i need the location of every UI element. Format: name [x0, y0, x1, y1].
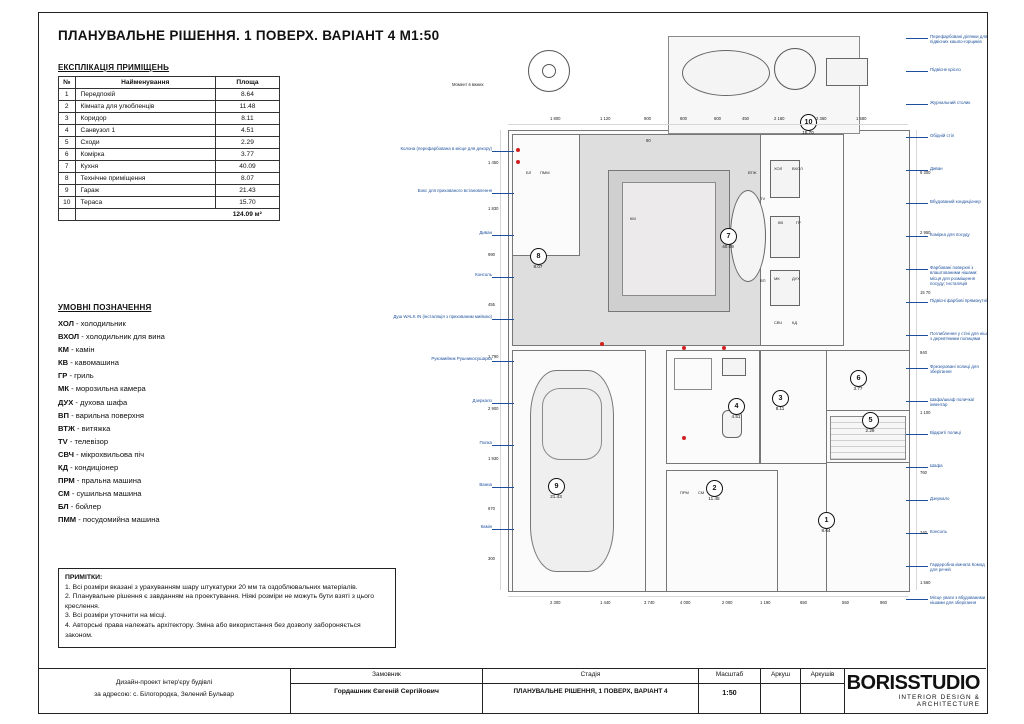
- page-title: ПЛАНУВАЛЬНЕ РІШЕННЯ. 1 ПОВЕРХ. ВАРІАНТ 4 М1:50: [58, 28, 440, 43]
- legend-item-text: - посудомийна машина: [76, 515, 160, 525]
- service-point: [682, 346, 686, 350]
- legend-item-text: - варильна поверхня: [68, 410, 145, 420]
- explication-heading: ЕКСПЛІКАЦІЯ ПРИМІЩЕНЬ: [58, 63, 170, 72]
- room-entrance-hall: [826, 462, 910, 592]
- cell-number: 6: [59, 149, 76, 161]
- dimension-text: 1 440: [600, 600, 611, 605]
- room-marker-9[interactable]: 9: [548, 478, 565, 495]
- legend-item-code: ВП: [58, 410, 69, 420]
- callout-leader-line: [906, 500, 928, 501]
- callout-right: Місце уваги з вбудованими нішами для зберігання: [930, 595, 986, 606]
- dimension-text: 4 000: [680, 600, 691, 605]
- callout-leader-line: [906, 236, 928, 237]
- room-marker-area-6: 3.77: [853, 386, 863, 391]
- stamp-project-line1: Дизайн-проект інтер'єру будівлі: [115, 679, 213, 686]
- dimension-text: 455: [488, 302, 495, 307]
- table-row: [59, 125, 280, 137]
- callout-left: Колона (перефарбована в місце для декору): [400, 146, 492, 151]
- dimension-text: 2 300: [550, 600, 561, 605]
- room-marker-area-1: 8.64: [821, 528, 831, 533]
- stamp-scale: [698, 669, 760, 713]
- callout-leader-line: [906, 137, 928, 138]
- dimension-text: 90: [646, 138, 651, 143]
- cell-blank: [59, 209, 76, 221]
- callout-left: Камін: [480, 524, 492, 529]
- cell-area: 15.70: [215, 197, 279, 209]
- cell-area: 3.77: [215, 149, 279, 161]
- dimension-text: 1 120: [600, 116, 611, 121]
- terrace-table: [682, 50, 770, 96]
- dimension-text: 1 930: [488, 456, 499, 461]
- appliance-label: КД: [792, 320, 798, 325]
- legend-item: [58, 343, 165, 356]
- dim-line-bottom: [508, 596, 908, 597]
- callout-right: Підвісні фарбові прямокутні: [930, 298, 987, 303]
- legend-item-text: - гриль: [67, 371, 94, 381]
- cell-total: 124.09 м²: [215, 209, 279, 221]
- callout-leader-line: [492, 193, 514, 194]
- room-marker-4[interactable]: 4: [728, 398, 745, 415]
- dim-line-top: [508, 124, 908, 125]
- legend-item-code: ГР: [58, 371, 68, 381]
- divider: [483, 683, 698, 684]
- callout-left: Душ WALK IN (інсталяція з прихованим мийкою): [393, 314, 492, 319]
- stamp-customer: [290, 669, 482, 713]
- appliance-label: СВЧ: [774, 320, 783, 325]
- dimension-text: 1 790: [488, 354, 499, 359]
- dimension-text: 2 160: [774, 116, 785, 121]
- legend-item-code: СВЧ: [58, 449, 75, 459]
- explication-table: [58, 76, 280, 221]
- legend-item-text: - бойлер: [68, 502, 102, 512]
- table-row: [59, 173, 280, 185]
- legend-item-code: КМ: [58, 345, 69, 355]
- room-marker-5[interactable]: 5: [862, 412, 879, 429]
- callout-right: Підвісне крісло: [930, 67, 961, 72]
- callout-right: Фрезеровані полиці для зберігання: [930, 364, 979, 375]
- cell-name: Тераса: [75, 197, 215, 209]
- stamp-project-line2: за адресою: с. Білогородка, Зелений Бульвар: [94, 691, 234, 698]
- legend-item: [58, 369, 165, 382]
- callout-leader-line: [492, 361, 514, 362]
- room-marker-10[interactable]: 10: [800, 114, 817, 131]
- cell-number: 10: [59, 197, 76, 209]
- stamp-sheets: [800, 669, 844, 713]
- brand-name: BORISSTUDIO: [846, 672, 980, 694]
- appliance-label: ПРМ: [680, 490, 689, 495]
- cell-area: 8.07: [215, 173, 279, 185]
- callout-right: Шафа: [930, 463, 943, 468]
- service-point: [600, 342, 604, 346]
- cell-area: 4.51: [215, 125, 279, 137]
- cell-number: 2: [59, 101, 76, 113]
- callout-leader-line: [492, 529, 514, 530]
- room-marker-area-8: 8.07: [533, 264, 543, 269]
- legend-item-text: - камін: [68, 345, 95, 355]
- appliance-label: ПММ: [540, 170, 550, 175]
- note-line: 3. Всі розміри уточнити на місці.: [65, 612, 167, 620]
- callout-leader-line: [906, 71, 928, 72]
- room-storage: [826, 350, 910, 412]
- dimension-text: 2 000: [722, 600, 733, 605]
- table-row: [59, 149, 280, 161]
- appliance-label: ГР: [796, 220, 801, 225]
- callout-right: Поглиблення у стіні для ніш з дерев'яними полицями: [930, 331, 987, 342]
- dimension-text: 550: [842, 600, 849, 605]
- callout-right: Відкриті полиці: [930, 430, 961, 435]
- callout-left: Бокс для прихованого встановлення: [417, 188, 492, 193]
- legend-item-code: КД: [58, 463, 69, 473]
- legend-item: [58, 474, 165, 487]
- stamp-brand: [844, 669, 986, 713]
- room-marker-8[interactable]: 8: [530, 248, 547, 265]
- callout-left: Рукомийник Рушникосушарка: [431, 356, 492, 361]
- table-row: [59, 197, 280, 209]
- callout-right: Комірка для посуду: [930, 232, 970, 237]
- col-number: №: [59, 77, 76, 89]
- dimension-text: 1 190: [760, 600, 771, 605]
- stamp-stage-label: Стадія: [580, 671, 601, 678]
- legend-item-text: - телевізор: [67, 436, 109, 446]
- legend-item: [58, 396, 165, 409]
- cell-area: 8.64: [215, 89, 279, 101]
- callout-leader-line: [492, 235, 514, 236]
- legend-item-code: МК: [58, 384, 69, 394]
- legend-item: [58, 513, 165, 526]
- legend-item-text: - сушильна машина: [69, 489, 142, 499]
- appliance-label: КМ: [630, 216, 636, 221]
- legend-item-text: - кавомашина: [68, 358, 119, 368]
- callout-leader-line: [906, 368, 928, 369]
- table-total-row: [59, 209, 280, 221]
- callout-left: Полка: [479, 440, 492, 445]
- dimension-text: 760: [920, 470, 927, 475]
- dimension-text: 9 300: [920, 170, 931, 175]
- legend-item-code: ПРМ: [58, 476, 75, 486]
- divider: [801, 683, 844, 684]
- callout-left: Дзеркало: [472, 398, 492, 403]
- legend-item: [58, 409, 165, 422]
- appliance-label: ХОЛ: [774, 166, 783, 171]
- legend-item-code: ХОЛ: [58, 319, 74, 328]
- divider: [761, 683, 800, 684]
- col-area: Площа: [215, 77, 279, 89]
- divider: [699, 683, 760, 684]
- stamp-customer-label: Замовник: [372, 671, 401, 678]
- car-cabin: [542, 388, 602, 460]
- appliance-label: КВ: [778, 220, 783, 225]
- legend-item: [58, 448, 165, 461]
- legend-item: [58, 500, 165, 513]
- callout-leader-line: [906, 434, 928, 435]
- cell-number: 4: [59, 125, 76, 137]
- room-marker-2[interactable]: 2: [706, 480, 723, 497]
- legend-item: [58, 422, 165, 435]
- table-row: [59, 185, 280, 197]
- cell-name: Санвузол 1: [75, 125, 215, 137]
- legend-item-code: TV: [58, 436, 68, 446]
- callout-leader-line: [492, 319, 514, 320]
- callout-leader-line: [492, 403, 514, 404]
- callout-left: Консоль: [475, 272, 492, 277]
- callout-right: Перефарбовані ділянки для підвісних кашпо-горщиків: [930, 34, 988, 45]
- callout-left: Ванна: [479, 482, 492, 487]
- service-point: [516, 160, 520, 164]
- dimension-text: 900: [644, 116, 651, 121]
- stamp-stage-value: ПЛАНУВАЛЬНЕ РІШЕННЯ, 1 ПОВЕРХ, ВАРІАНТ 4: [513, 688, 668, 695]
- appliance-label: TV: [760, 196, 766, 201]
- dimension-text: 670: [488, 506, 495, 511]
- callout-right: Вбудований кондиціонер: [930, 199, 981, 204]
- cell-area: 21.43: [215, 185, 279, 197]
- brand-subtitle: INTERIOR DESIGN & ARCHITECTURE: [898, 694, 980, 708]
- cell-number: 8: [59, 173, 76, 185]
- dimension-text: 650: [800, 600, 807, 605]
- compass-inner-icon: [542, 64, 556, 78]
- room-marker-area-10: 15.70: [802, 130, 814, 135]
- appliance-label: ДУХ: [792, 276, 800, 281]
- cell-area: 8.11: [215, 113, 279, 125]
- service-point: [722, 346, 726, 350]
- cell-number: 3: [59, 113, 76, 125]
- callout-leader-line: [906, 302, 928, 303]
- callout-leader-line: [906, 401, 928, 402]
- table-row: [59, 89, 280, 101]
- legend-item-text: - духова шафа: [73, 397, 128, 407]
- service-point: [516, 148, 520, 152]
- legend-item: [58, 356, 165, 369]
- cell-number: 1: [59, 89, 76, 101]
- cell-name: Гараж: [75, 185, 215, 197]
- notes-block: [58, 568, 396, 648]
- note-line: 1. Всі розміри вказані з урахуванням шару штукатурки 20 мм та оздоблювальних матеріалів.: [65, 583, 358, 591]
- stamp-stage: [482, 669, 698, 713]
- table-row: [59, 113, 280, 125]
- legend-item-code: КВ: [58, 358, 69, 368]
- washbasin: [722, 358, 746, 376]
- callout-leader-line: [492, 487, 514, 488]
- cell-name: Коридор: [75, 113, 215, 125]
- terrace-sofa: [826, 58, 868, 86]
- callout-leader-line: [906, 38, 928, 39]
- dimension-text: 1 450: [488, 160, 499, 165]
- legend-item-text: - мікрохвильова піч: [74, 449, 145, 459]
- room-marker-6[interactable]: 6: [850, 370, 867, 387]
- dimension-text: 3 740: [644, 600, 655, 605]
- hanging-chair: [774, 48, 816, 90]
- dimension-text: 300: [488, 556, 495, 561]
- dimension-text: 940: [920, 350, 927, 355]
- shower-zone: [674, 358, 712, 390]
- col-name: Найменування: [75, 77, 215, 89]
- title-block: [38, 668, 986, 713]
- callout-right: Диван: [930, 166, 943, 171]
- divider: [291, 683, 482, 684]
- room-marker-area-4: 4.51: [731, 414, 741, 419]
- brand-logo: [845, 673, 980, 708]
- stamp-sheet: [760, 669, 800, 713]
- cell-blank: [75, 209, 215, 221]
- dimension-text: 2 950: [920, 230, 931, 235]
- legend-item-code: СМ: [58, 489, 70, 499]
- cell-number: 5: [59, 137, 76, 149]
- dimension-text: 450: [742, 116, 749, 121]
- legend-item-text: - морозильна камера: [68, 384, 146, 394]
- cell-name: Технічне приміщення: [75, 173, 215, 185]
- legend-item-text: - витяжка: [74, 423, 111, 433]
- dimension-text: 800: [680, 116, 687, 121]
- legend-item-code: ДУХ: [58, 397, 74, 407]
- dimension-text: 1 580: [856, 116, 867, 121]
- legend-item-code: ПММ: [58, 515, 77, 525]
- callout-right: Консоль: [930, 529, 947, 534]
- room-marker-area-7: 40.09: [722, 244, 734, 249]
- cell-area: 40.09: [215, 161, 279, 173]
- cell-name: Передпокій: [75, 89, 215, 101]
- callout-leader-line: [906, 467, 928, 468]
- callout-right: Дзеркало: [930, 496, 950, 501]
- callout-leader-line: [906, 203, 928, 204]
- callout-right: Шафа/шкаф поличка/ інвентар: [930, 397, 975, 408]
- callout-leader-line: [906, 269, 928, 270]
- cell-number: 7: [59, 161, 76, 173]
- legend-item: [58, 317, 165, 330]
- callout-leader-line: [906, 335, 928, 336]
- note-line: 4. Авторські права належать архітектору. Зміна або використання без дозволу забороняється законом.: [65, 621, 361, 639]
- north-label: Момент в вжних: [452, 82, 484, 87]
- legend-item-text: - холодильник для вина: [79, 332, 165, 342]
- dimension-text: 600: [714, 116, 721, 121]
- cell-area: 2.29: [215, 137, 279, 149]
- callout-right: Журнальний столик: [930, 100, 971, 105]
- floor-plan: [393, 20, 988, 660]
- table-header-row: [59, 77, 280, 89]
- callout-right: Фарбовані поверхні з влаштованими нішами: місця для розміщення посуду; Інсталяція: [930, 265, 978, 287]
- legend-item: [58, 382, 165, 395]
- callout-leader-line: [492, 277, 514, 278]
- room-marker-7[interactable]: 7: [720, 228, 737, 245]
- dimension-text: 960: [880, 600, 887, 605]
- dimension-text: 990: [488, 252, 495, 257]
- legend-item-text: - кондиціонер: [68, 463, 119, 473]
- legend-item: [58, 435, 165, 448]
- cell-name: Кімната для улюбленців: [75, 101, 215, 113]
- legend-item-text: - пральна машина: [74, 476, 142, 486]
- legend-item-code: БЛ: [58, 502, 69, 512]
- dimension-text: 15 70: [920, 290, 931, 295]
- stamp-scale-value: 1:50: [722, 688, 737, 697]
- appliance-label: ВТЖ: [748, 170, 757, 175]
- legend-item-text: - холодильник: [73, 319, 126, 328]
- cell-name: Комірка: [75, 149, 215, 161]
- stamp-sheets-label: Аркушів: [810, 671, 835, 678]
- appliance-label: БЛ: [526, 170, 532, 175]
- table-row: [59, 137, 280, 149]
- service-point: [682, 436, 686, 440]
- dimension-text: 240: [920, 530, 927, 535]
- dim-line-left: [500, 130, 501, 590]
- stamp-customer-value: Гордашник Євгеній Сергійович: [334, 688, 439, 695]
- cell-number: 9: [59, 185, 76, 197]
- appliance-label: ВП: [760, 278, 766, 283]
- legend-item: [58, 461, 165, 474]
- room-marker-area-9: 21.43: [550, 494, 562, 499]
- room-marker-3[interactable]: 3: [772, 390, 789, 407]
- cell-name: Кухня: [75, 161, 215, 173]
- callout-right: Обідній стіл: [930, 133, 955, 138]
- legend-item: [58, 487, 165, 500]
- room-marker-1[interactable]: 1: [818, 512, 835, 529]
- callout-leader-line: [906, 566, 928, 567]
- table-row: [59, 161, 280, 173]
- room-technical: [512, 134, 580, 256]
- notes-heading: ПРИМІТКИ:: [65, 574, 103, 581]
- room-marker-area-2: 11.48: [708, 496, 720, 501]
- appliance-label: ВХОЛ: [792, 166, 803, 171]
- callout-leader-line: [906, 104, 928, 105]
- dimension-text: 1 560: [920, 580, 931, 585]
- room-marker-area-5: 2.29: [865, 428, 875, 433]
- callout-right: Гардеробна кімната Комод для речей: [930, 562, 985, 573]
- dimension-text: 1 800: [550, 116, 561, 121]
- callout-leader-line: [492, 151, 514, 152]
- callout-leader-line: [906, 599, 928, 600]
- stamp-scale-label: Масштаб: [715, 671, 744, 678]
- legend-item: [58, 330, 165, 343]
- callout-left: Диван: [479, 230, 492, 235]
- carpet-area: [622, 182, 716, 296]
- room-marker-area-3: 8.11: [775, 406, 785, 411]
- dim-line-right: [916, 130, 917, 590]
- table-row: [59, 101, 280, 113]
- note-line: 2. Планувальне рішення є завданням на проектування. Ніякі розміри не можуть бути взяті з цього креслення.: [65, 593, 375, 610]
- legend-list: [58, 317, 165, 527]
- stamp-project: [38, 669, 290, 713]
- appliance-label: СМ: [698, 490, 705, 495]
- callout-leader-line: [492, 445, 514, 446]
- cell-area: 11.48: [215, 101, 279, 113]
- legend-item-code: ВХОЛ: [58, 332, 80, 342]
- cell-name: Сходи: [75, 137, 215, 149]
- stamp-sheet-label: Аркуш: [770, 671, 790, 678]
- dimension-text: 1 100: [920, 410, 931, 415]
- dimension-text: 2 360: [816, 116, 827, 121]
- legend-item-code: ВТЖ: [58, 423, 75, 433]
- dimension-text: 2 900: [488, 406, 499, 411]
- dimension-text: 1 830: [488, 206, 499, 211]
- appliance-label: МК: [774, 276, 780, 281]
- legend-heading: УМОВНІ ПОЗНАЧЕННЯ: [58, 303, 152, 312]
